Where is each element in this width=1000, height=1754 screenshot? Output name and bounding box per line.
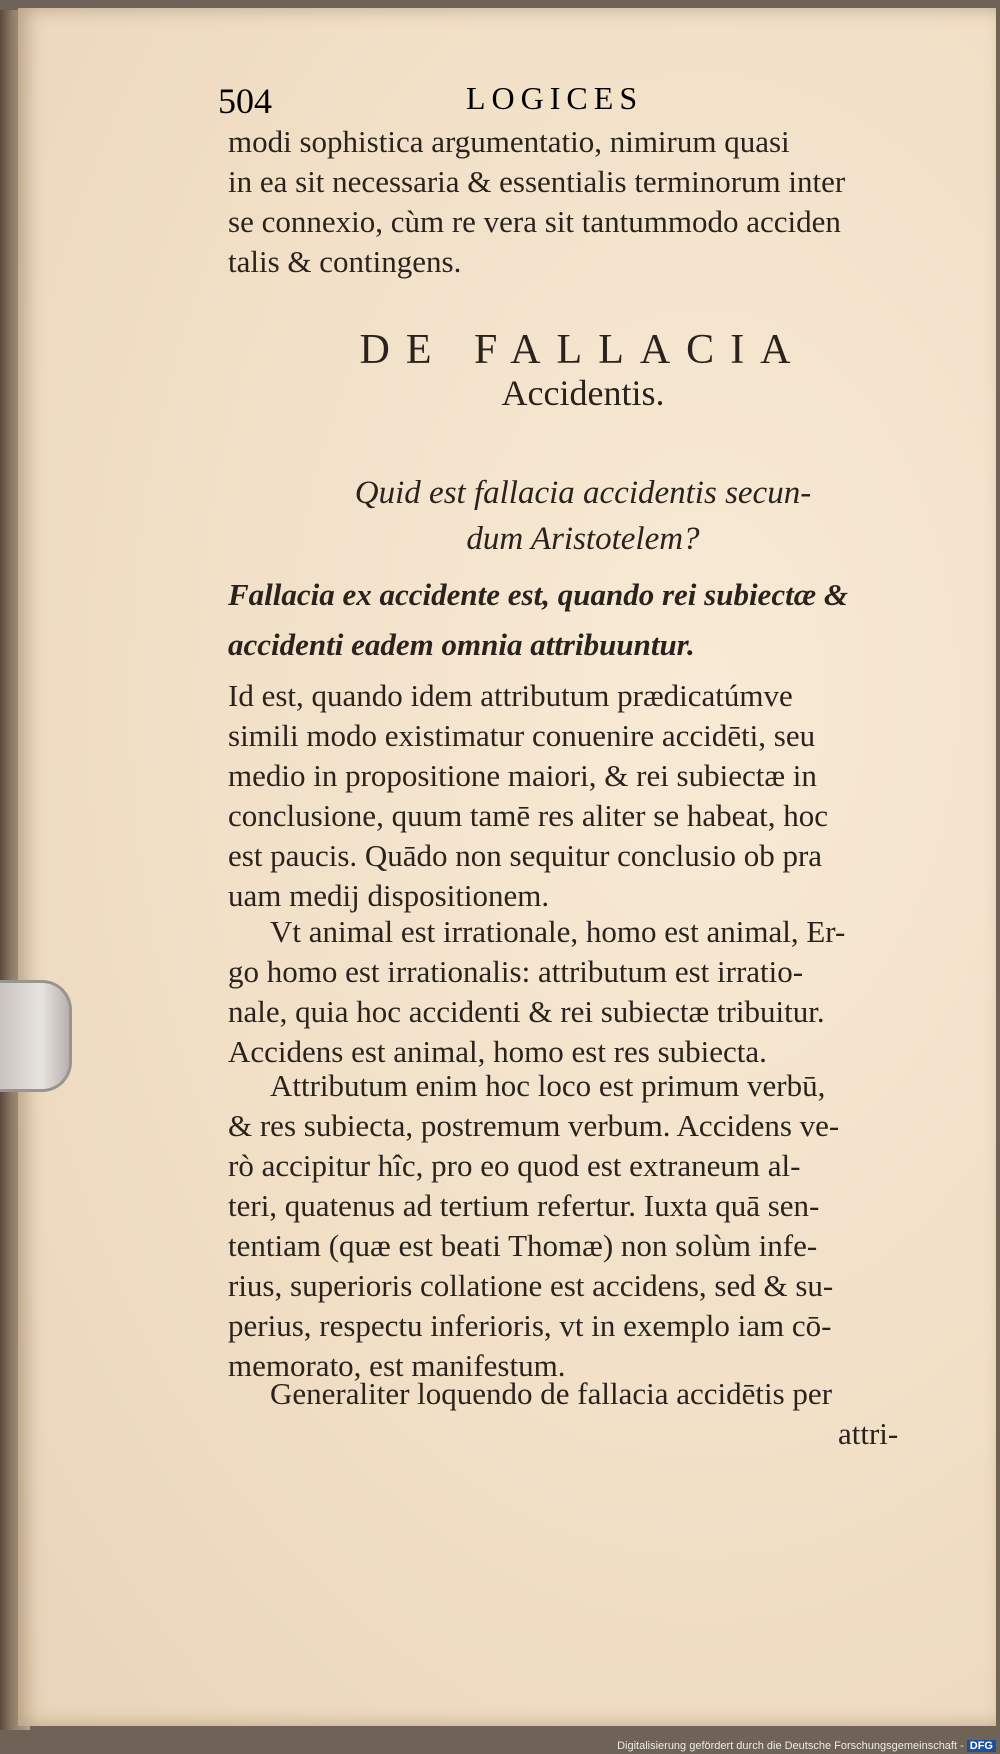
question-line: Quid est fallacia accidentis secun- (354, 475, 812, 511)
answer-line: accidenti eadem omnia attribuuntur. (228, 627, 695, 662)
text-line: simili modo existimatur conuenire accidēti, seu (228, 718, 816, 753)
text-line: Id est, quando idem attributum prædicatúmve (228, 678, 793, 713)
text-line: go homo est irrationalis: attributum est irratio- (228, 954, 804, 989)
text-line: & res subiecta, postremum verbum. Accidens ve- (228, 1108, 840, 1143)
running-head: LOGICES (466, 80, 644, 116)
text-line: perius, respectu inferioris, vt in exemplo iam cō- (228, 1308, 832, 1343)
text-line: talis & contingens. (228, 244, 462, 279)
text-line: est paucis. Quādo non sequitur conclusio ob pra (228, 838, 823, 873)
paragraph-attributum (228, 1066, 938, 1386)
paragraph-generaliter (228, 1374, 938, 1414)
text-line: rò accipitur hîc, pro eo quod est extraneum al- (228, 1148, 801, 1183)
paragraph-example (228, 912, 938, 1072)
text-line: rius, superioris collatione est accidens, sed & su- (228, 1268, 834, 1303)
page-header (218, 80, 928, 124)
text-line: tentiam (quæ est beati Thomæ) non solùm infe- (228, 1228, 818, 1263)
digitization-credit (617, 1740, 996, 1752)
answer-line: Fallacia ex accidente est, quando rei subiectæ & (228, 577, 848, 612)
answer-definition (228, 570, 938, 670)
section-title: DE FALLACIA (359, 327, 807, 373)
page-clip (0, 980, 72, 1092)
continuation-paragraph (228, 122, 938, 282)
text-line: se connexio, cùm re vera sit tantummodo acciden (228, 204, 841, 239)
text-line: Generaliter loquendo de fallacia accidētis per (270, 1376, 833, 1411)
dfg-logo: DFG (967, 1740, 996, 1752)
text-line: modi sophistica argumentatio, nimirum quasi (228, 124, 790, 159)
text-line: memorato, est manifestum. (228, 1348, 566, 1383)
text-line: Accidens est animal, homo est res subiecta. (228, 1034, 767, 1069)
text-line: in ea sit necessaria & essentialis terminorum inter (228, 164, 846, 199)
page-number: 504 (218, 81, 272, 121)
catchword: attri- (838, 1416, 899, 1451)
text-line: medio in propositione maiori, & rei subiectæ in (228, 758, 817, 793)
text-line: Vt animal est irrationale, homo est animal, Er- (270, 914, 846, 949)
text-line: conclusione, quum tamē res aliter se habeat, hoc (228, 798, 828, 833)
section-subtitle: Accidentis. (501, 373, 665, 413)
text-line: nale, quia hoc accidenti & rei subiectæ tribuitur. (228, 994, 825, 1029)
text-line: uam medij dispositionem. (228, 878, 550, 913)
text-line: Attributum enim hoc loco est primum verbū, (270, 1068, 826, 1103)
paragraph-explanation (228, 676, 938, 916)
credit-text: Digitalisierung gefördert durch die Deutsche Forschungsgemeinschaft - (617, 1740, 964, 1752)
text-line: teri, quatenus ad tertium refertur. Iuxta quā sen- (228, 1188, 820, 1223)
question-heading (228, 470, 938, 562)
question-line: dum Aristotelem? (466, 521, 700, 557)
